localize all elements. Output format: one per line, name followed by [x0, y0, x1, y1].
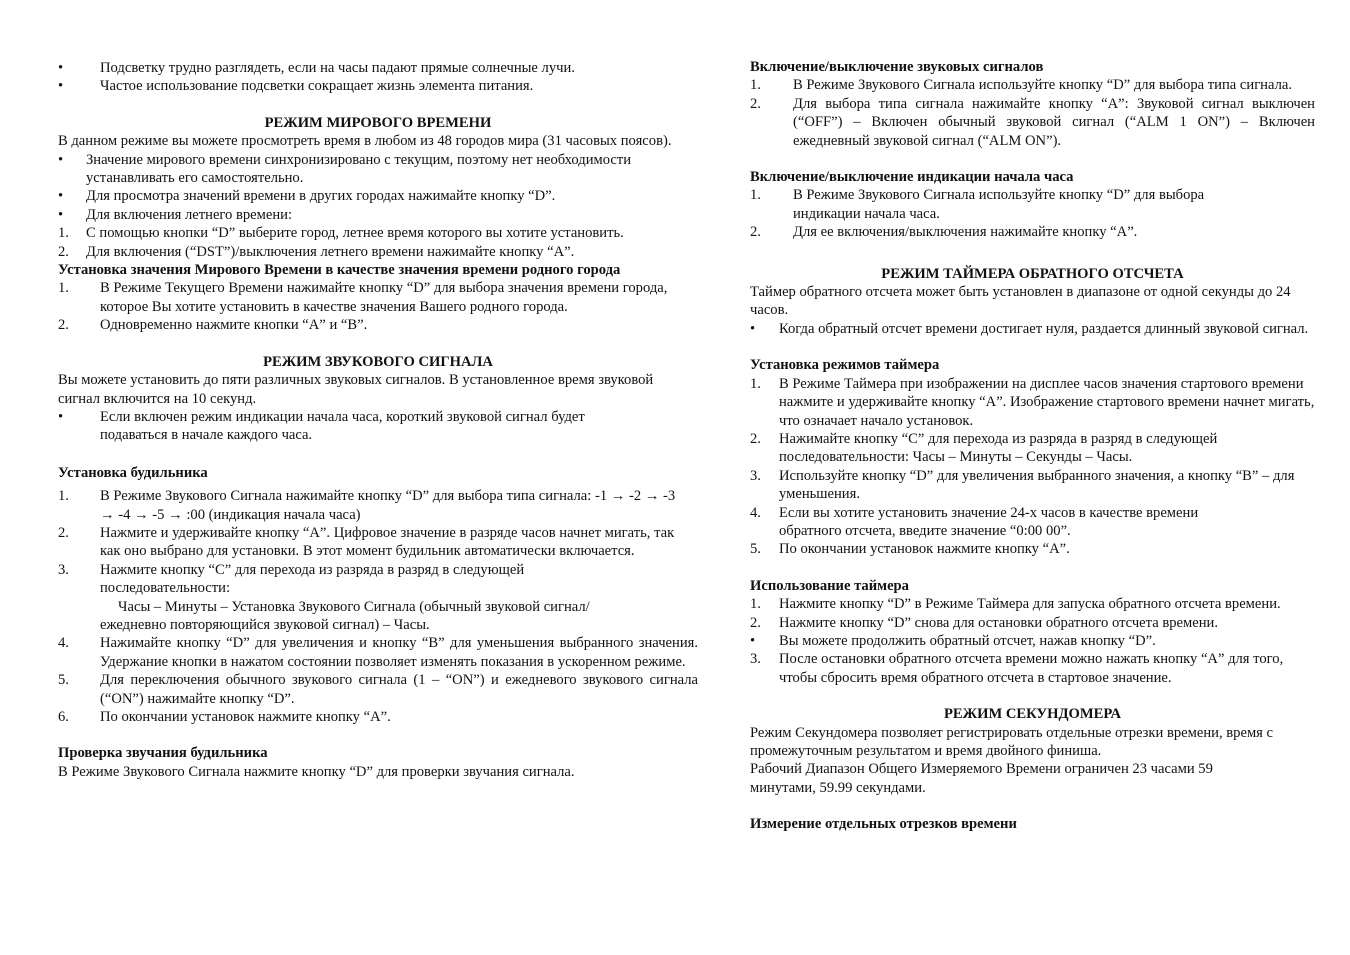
list-item: 1. В Режиме Звукового Сигнала нажимайте кнопку “D” для выбора типа сигнала: -1 → -2 → -3 → -4 → -5 → :00 (индикация начала часа): [58, 488, 676, 523]
list-item: 1. В Режиме Таймера при изображении на дисплее часов значения стартового времени нажмите и удерживайте кнопку “A”. Изображение стартового времени начнет мигать, что означает начало установок.: [750, 375, 1315, 429]
list-item: 1. В Режиме Текущего Времени нажимайте кнопку “D” для выбора значения времени города, которое Вы хотите установить в качестве значения Вашего родного города.: [58, 280, 668, 315]
sub-heading: Установка будильника: [58, 464, 208, 481]
list-item: • Если включен режим индикации начала часа, короткий звуковой сигнал будет подаваться в начале каждого часа.: [58, 408, 585, 444]
list-item: 4. Если вы хотите установить значение 24-х часов в качестве времени обратного отсчета, введите значение “0:00 00”.: [750, 504, 1199, 539]
list-item: 3. Нажмите кнопку “C” для перехода из разряда в разряд в следующей последовательности:: [58, 561, 525, 597]
list-item: 1. В Режиме Звукового Сигнала используйте кнопку “D” для выбора типа сигнала.: [750, 77, 1293, 94]
sub-heading: Установка режимов таймера: [750, 357, 940, 374]
list-item: • Для просмотра значений времени в других городах нажимайте кнопку “D”.: [58, 188, 556, 205]
sub-heading: Измерение отдельных отрезков времени: [750, 816, 1017, 833]
list-item: 1. В Режиме Звукового Сигнала используйте кнопку “D” для выбора индикации начала часа.: [750, 187, 1205, 222]
paragraph: Вы можете установить до пяти различных звуковых сигналов. В установленное время звуковой сигнал включится на 10 секунд.: [58, 372, 654, 407]
paragraph: Рабочий Диапазон Общего Измеряемого Времени ограничен 23 часами 59 минутами, 59.99 секундами.: [750, 761, 1213, 796]
sub-heading: Включение/выключение индикации начала часа: [750, 169, 1074, 186]
list-item: • Вы можете продолжить обратный отсчет, нажав кнопку “D”.: [750, 632, 1156, 649]
paragraph: В Режиме Звукового Сигнала нажмите кнопку “D” для проверки звучания сигнала.: [58, 763, 575, 780]
paragraph: Режим Секундомера позволяет регистрировать отдельные отрезки времени, время с промежуточным результатом и время двойного финиша.: [750, 724, 1274, 759]
list-item: 2. Нажмите кнопку “D” снова для остановки обратного отсчета времени.: [750, 614, 1218, 631]
list-item: • Значение мирового времени синхронизировано с текущим, поэтому нет необходимости устанавливать его самостоятельно.: [58, 151, 632, 187]
paragraph: В данном режиме вы можете просмотреть время в любом из 48 городов мира (31 часовых поясов).: [58, 133, 672, 150]
paragraph: Таймер обратного отсчета может быть установлен в диапазоне от одной секунды до 24 часов.: [750, 284, 1291, 319]
list-item: 1. С помощью кнопки “D” выберите город, летнее время которого вы хотите установить.: [58, 225, 624, 242]
left-column: [58, 0, 698, 781]
list-item: • Для включения летнего времени:: [58, 206, 293, 223]
list-item: • Подсветку трудно разглядеть, если на часы падают прямые солнечные лучи.: [58, 60, 575, 76]
sub-heading: Использование таймера: [750, 577, 909, 594]
list-item: 2. Нажмите и удерживайте кнопку “A”. Цифровое значение в разряде часов начнет мигать, так как оно выбрано для установки. В этот момент будильник автоматически включается.: [58, 524, 675, 560]
list-item: 2. Одновременно нажмите кнопки “A” и “B”.: [58, 317, 368, 334]
section-heading: РЕЖИМ СЕКУНДОМЕРА: [944, 706, 1121, 723]
list-item: • Частое использование подсветки сокращает жизнь элемента питания.: [58, 78, 534, 95]
list-item: 2. Для выбора типа сигнала нажимайте кнопку “A”: Звуковой сигнал выключен (“OFF”) – Включен обычный звуковой сигнал (“ALM 1 ON”) – Включен ежедневный звуковой сигнал (“ALM ON”).: [750, 95, 1315, 149]
list-item: 3. Используйте кнопку “D” для увеличения выбранного значения, а кнопку “B” – для уменьшения.: [750, 467, 1295, 503]
sub-heading: Установка значения Мирового Времени в качестве значения времени родного города: [58, 262, 621, 279]
list-item: 2. Для ее включения/выключения нажимайте кнопку “A”.: [750, 224, 1138, 241]
sequence-text: Часы – Минуты – Установка Звукового Сигнала (обычный звуковой сигнал/ежедневно повторяющийся звуковой сигнал) – Часы.: [100, 598, 590, 633]
list-item: 2. Нажимайте кнопку “C” для перехода из разряда в разряд в следующей последовательности: Часы – Минуты – Секунды – Часы.: [750, 430, 1218, 466]
list-item: 4. Нажимайте кнопку “D” для увеличения и кнопку “B” для уменьшения выбранного значения. Удержание кнопки в нажатом состоянии позволяет изменять показания в ускоренном режиме.: [58, 635, 698, 670]
section-heading: РЕЖИМ МИРОВОГО ВРЕМЕНИ: [264, 114, 492, 131]
right-column: [750, 0, 1315, 834]
list-item: 5. По окончании установок нажмите кнопку “A”.: [750, 541, 1070, 558]
list-item: 2. Для включения (“DST”)/выключения летнего времени нажимайте кнопку “A”.: [58, 243, 575, 260]
sub-heading: Включение/выключение звуковых сигналов: [750, 59, 1044, 75]
list-item: 5. Для переключения обычного звукового сигнала (1 – “ON”) и ежедневого звукового сигнала (“ON”) нажимайте кнопку “D”.: [58, 672, 698, 707]
sub-heading: Проверка звучания будильника: [58, 745, 268, 762]
section-heading: РЕЖИМ ТАЙМЕРА ОБРАТНОГО ОТСЧЕТА: [881, 265, 1184, 282]
list-item: 6. По окончании установок нажмите кнопку “A”.: [58, 709, 391, 725]
list-item: 1. Нажмите кнопку “D” в Режиме Таймера для запуска обратного отсчета времени.: [750, 596, 1281, 613]
list-item: 3. После остановки обратного отсчета времени можно нажать кнопку “A” для того, чтобы сбросить время обратного отсчета в стартовое значение.: [750, 651, 1284, 686]
list-item: • Когда обратный отсчет времени достигает нуля, раздается длинный звуковой сигнал.: [750, 320, 1309, 337]
section-heading: РЕЖИМ ЗВУКОВОГО СИГНАЛА: [263, 353, 493, 370]
